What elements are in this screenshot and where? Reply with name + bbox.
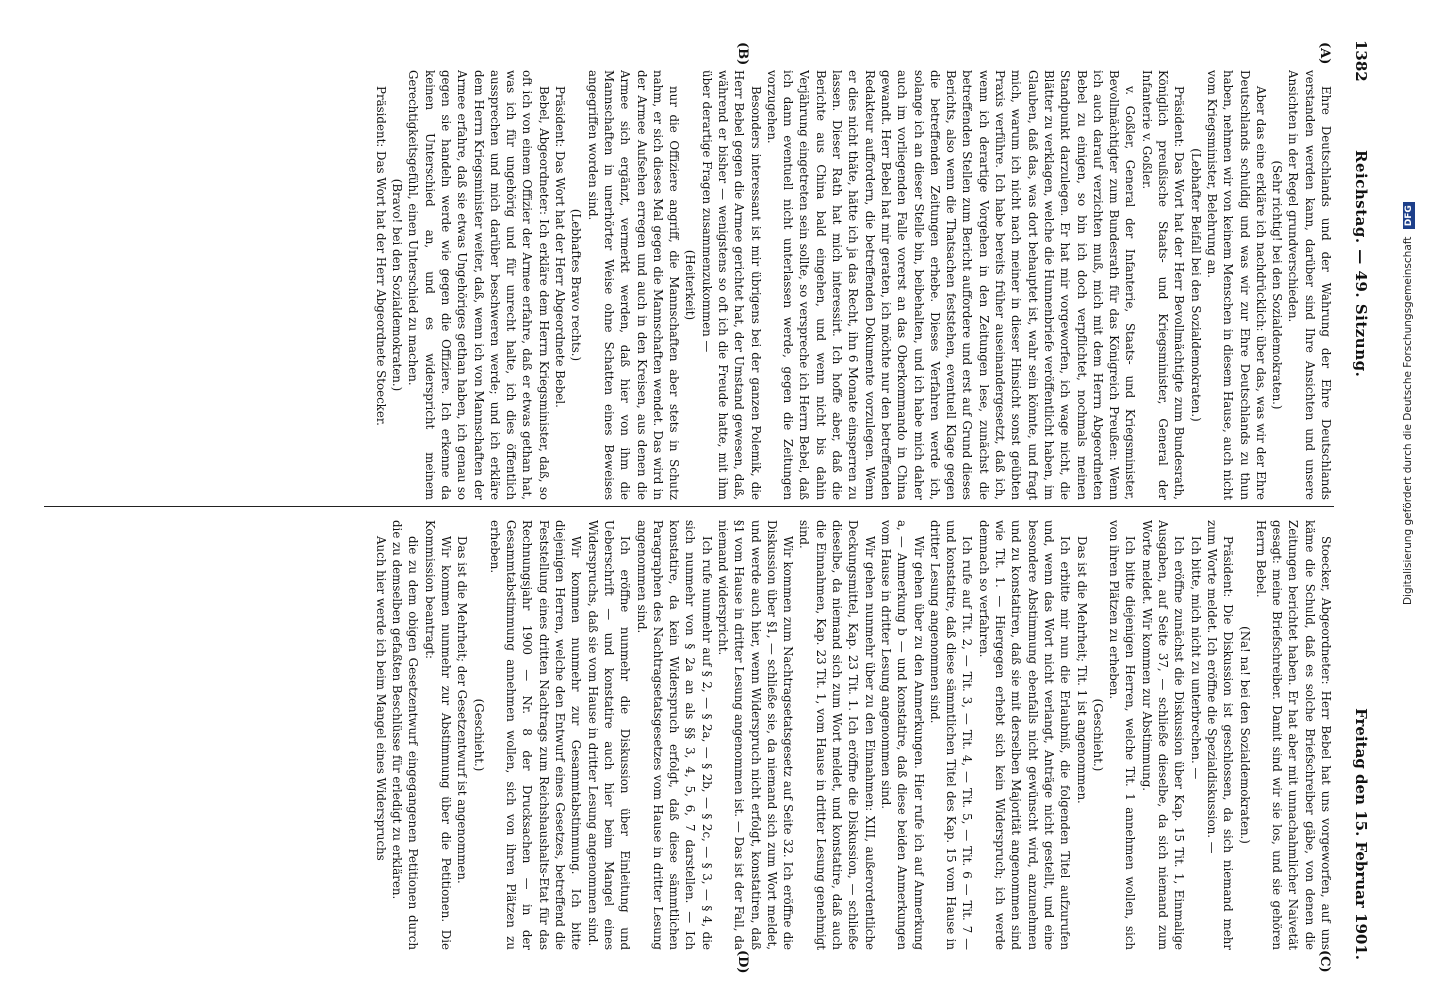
left-column [44, 70, 1334, 500]
paragraph: die zu dem obigen Gesetzentwurf eingegangenen Petitionen durch die zu demselben gefaßten Beschlüsse für erledigt zu erklären. [390, 520, 421, 950]
page-header [1344, 40, 1378, 960]
paragraph: (Lebhafter Beifall bei den Sozialdemokraten.) [1188, 148, 1203, 422]
paragraph: Ehre Deutschlands und der Wahrung der Ehre Deutschlands verstanden werden kann, darüber sind Ihre Ansichten und unsere Ansichten in der Regel grundverschieden. [1286, 70, 1333, 500]
margin-letter-c: (C) [1317, 950, 1332, 973]
paragraph: Präsident: Das Wort hat der Herr Bevollmächtigte zum Bundesrath, Königlich preußische Staats- und Kriegsminister, General der Infanterie v. Goßler. [1139, 70, 1187, 500]
paragraph: (Heiterkeit) [683, 249, 698, 321]
margin-letter-a: (A) [1317, 42, 1332, 65]
paragraph: (Geschieht.) [1090, 698, 1105, 772]
paragraph: Bebel, Abgeordneter: Ich erkläre dem Herrn Kriegsminister, daß, so oft ich von einem Offizier der Armee erfahre, daß er etwas gethan hat, was ich für ungehörig und für unrecht halte, ich dies öffentlich aussprechen und mich darüber beschweren werde; und ich erkläre dem Herrn Kriegsminister weiter, daß, wenn ich von Mannschaften der Armee erfahre, daß sie etwas Ungehöriges gethan haben, ich genau so gegen sie handeln werde wie gegen die Offiziere. Ich erkenne da keinen Unterschied an, und es widerspricht meinem Gerechtigkeitsgefühl, einen Unterschied zu machen. [406, 70, 551, 500]
paragraph: Ich eröffne nunmehr die Diskussion über Einleitung und Ueberschrift — und konstatire auch hier beim Mangel eines Widerspruchs, daß sie vom Hause in dritter Lesung angenommen sind. [585, 520, 633, 950]
paragraph: (Sehr richtig! bei den Sozialdemokraten.) [1270, 160, 1285, 410]
paragraph: (Bravo! bei den Sozialdemokraten.) [390, 178, 405, 392]
paragraph: Besonders interessant ist mir übrigens bei der ganzen Polemik, die Herr Bebel gegen die Armee gerichtet hat, der Umstand gewesen, daß, während er bisher — wenigstens so oft ich die Freude hatte, mit ihm über derartige Fragen zusammenzukommen — [699, 70, 763, 500]
paragraph: (Geschieht.) [471, 698, 486, 772]
paragraph: Das ist die Mehrheit; der Gesetzentwurf ist angenommen. [455, 536, 470, 884]
page-date: Freitag den 15. Februar 1901. [1352, 708, 1370, 960]
column-divider [44, 506, 1334, 507]
paragraph: Ich rufe auf Tit. 2, — Tit. 3, — Tit. 4, — Tit. 5, — Tit. 6 — Tit. 7 — und konstatire, daß diese sämmtlichen Titel des Kap. 15 vom Hause in dritter Lesung angenommen sind. [927, 520, 975, 950]
paragraph: Wir gehen nunmehr über zu den Einnahmen: XIII, außerordentliche Deckungsmittel, Kap. 23 Tit. 1. Ich eröffne die Diskussion, — schließe dieselbe, da niemand sich zum Wort meldet, und konstatire, daß auch die Einnahmen, Kap. 23 Tit. 1, vom Hause in dritter Lesung genehmigt sind. [797, 520, 877, 950]
margin-letter-b: (B) [735, 42, 750, 66]
paragraph: Wir kommen nunmehr zur Gesammtabstimmung. Ich bitte diejenigen Herren, welche den Entwurf eines Gesetzes, betreffend die Feststellung eines dritten Nachtrags zum Reichshaushalts-Etat für das Rechnungsjahr 1900 — Nr. 8 der Drucksachen — in der Gesammtabstimmung annehmen wollen, sich von ihren Plätzen zu erheben. [487, 520, 584, 950]
page-number: 1382 [1352, 40, 1370, 82]
paragraph: Ich erbitte mir nun die Erlaubniß, die folgenden Titel aufzurufen und, wenn das Wort nicht verlangt, Anträge nicht gestellt, und eine besondere Abstimmung ebenfalls nicht gewünscht wird, anzunehmen und zu konstatiren, daß sie mit derselben Majorität angenommen sind wie Tit. 1. — Hiergegen erhebt sich kein Widerspruch; ich werde demnach so verfahren. [976, 520, 1073, 950]
paragraph: v. Goßler, General der Infanterie, Staats- und Kriegsminister, Bevollmächtigter zum Bundesrath für das Königreich Preußen: Wenn ich auch darauf verzichten muß, mich mit dem Herrn Abgeordneten Bebel zu einigen, so bin ich doch verpflichtet, nochmals meinen Standpunkt darzulegen. Er hat mir vorgeworfen, ich wage nicht, die Blätter zu verklagen, welche die Hunnenbriefe veröffentlicht haben, im Glauben, daß das, was dort behauptet ist, wahr sein könnte, und fragt mich, warum ich nicht nach meiner in dieser Hinsicht sonst geübten Praxis verführe. Ich habe bereits früher auseinandergesetzt, daß ich, wenn ich derartige Vorgehen in den Zeitungen lese, zunächst die betreffenden Stellen zum Bericht auffordere und erst auf Grund dieses Berichts, also wenn die Thatsachen feststehen, eventuell Klage gegen die betreffenden Zeitungen erhebe. Dieses Verfahren werde ich, solange ich an dieser Stelle bin, beibehalten, und ich habe mich daher auch im vorliegenden Falle vorerst an das Oberkommando in China gewandt. Herr Bebel hat mir geraten, ich möchte nur den betreffenden Redakteur auffordern, die betreffenden Dokumente vorzulegen. Wenn er dies nicht thäte, hätte ich ja das Recht, ihn 6 Monate einsperren zu lassen. Dieser Rath hat mich interessirt. Ich hoffe aber, daß die Berichte aus China bald eingehen, und wenn nicht bis dahin Verjährung eingetreten sein sollte, so verspreche ich Herrn Bebel, daß ich dann eventuell nicht unterlassen werde, gegen die Zeitungen vorzugehen. [764, 70, 1138, 500]
paragraph: (Na! na! bei den Sozialdemokraten.) [1237, 626, 1252, 844]
paragraph: Ich bitte diejenigen Herren, welche Tit. 1 annehmen wollen, sich von ihren Plätzen zu erheben. [1107, 520, 1138, 950]
paragraph: Präsident: Das Wort hat der Herr Abgeordnete Bebel. [553, 86, 568, 408]
paragraph: Wir kommen zum Nachtragsetatsgesetz auf Seite 32. Ich eröffne die Diskussion über §1, — schließe sie, da niemand sich zum Wort meldet, und werde auch hier, wenn Widerspruch nicht erfolgt, konstatiren, daß §1 vom Hause in dritter Lesung angenommen ist. — Das ist der Fall, da niemand widerspricht. [716, 520, 796, 950]
paragraph: Präsident: Das Wort hat der Herr Abgeordnete Stoecker. [373, 86, 388, 426]
paragraph: Ich rufe nunmehr auf § 2, — § 2a, — § 2b, — § 2c, — § 3, — § 4, die sich nunmehr von § 2a an als §§ 3, 4, 5, 6, 7 darstellen. — Ich konstatire, da kein Widerspruch erfolgt, daß diese sämmtlichen Paragraphen des Nachtragsetatsgesetzes vom Hause in dritter Lesung angenommen sind. [634, 520, 714, 950]
digitization-credit [1402, 205, 1428, 605]
paragraph: Präsident: Die Diskussion ist geschlossen, da sich niemand mehr zum Worte meldet. Ich eröffne die Spezialdiskussion. — [1204, 520, 1236, 950]
paragraph: Aber das eine erkläre ich nachdrücklich: über das, was wir der Ehre Deutschlands schuldig und was wir zur Ehre Deutschlands zu thun haben, nehmen wir von keinem Menschen in diesem Hause, auch nicht vom Kriegsminister, Belehrung an. [1204, 70, 1268, 500]
page-title: Reichstag. — 49. Sitzung. [1352, 150, 1370, 378]
right-column [44, 520, 1334, 950]
paragraph: Auch hier werde ich beim Mangel eines Widerspruchs [373, 536, 388, 861]
paragraph: Ich eröffne zunächst die Diskussion über Kap. 15 Tit. 1, Einmalige Ausgaben, auf Seite 37, — schließe dieselbe, da sich niemand zum Worte meldet. Wir kommen zur Abstimmung. [1139, 520, 1187, 950]
paragraph: Wir gehen über zu den Anmerkungen. Hier rufe ich auf Anmerkung a, — Anmerkung b — und konstatire, daß diese beiden Anmerkungen vom Hause in dritter Lesung angenommen sind. [878, 520, 926, 950]
paragraph: Wir kommen nunmehr zur Abstimmung über die Petitionen. Die Kommission beantragt: [422, 520, 453, 950]
paragraph: nur die Offiziere angriff, die Mannschaften aber stets in Schutz nahm, er sich dieses Mal gegen die Mannschaften wendet. Das wird in der Armee Aufsehen erregen und auch in den Kreisen, aus denen die Armee sich ergänzt, vermerkt werden, daß hier von ihm die Mannschaften in unerhörter Weise ohne Schatten eines Beweises angegriffen worden sind. [585, 70, 682, 500]
dfg-logo: DFG [1403, 202, 1415, 229]
credit-text: Digitalisierung gefördert durch die Deutsche Forschungsgemeinschaft [1402, 236, 1414, 605]
paragraph: (Lebhaftes Bravo rechts.) [569, 208, 584, 362]
margin-letter-d: (D) [735, 950, 750, 974]
paragraph: Das ist die Mehrheit; Tit. 1 ist angenommen. [1074, 536, 1089, 804]
paragraph: Ich bitte, mich nicht zu unterbrechen. — [1188, 536, 1203, 780]
paragraph: Stoecker, Abgeordneter: Herr Bebel hat uns vorgeworfen, auf uns käme die Schuld, daß es solche Briefschreiber gäbe, von denen die Zeitungen berichtet haben. Er hat aber mit unnachahmlicher Naivetät gesagt: meine Briefschreiber. Damit sind wir sie los, und sie gehören Herrn Bebel. [1253, 520, 1333, 950]
